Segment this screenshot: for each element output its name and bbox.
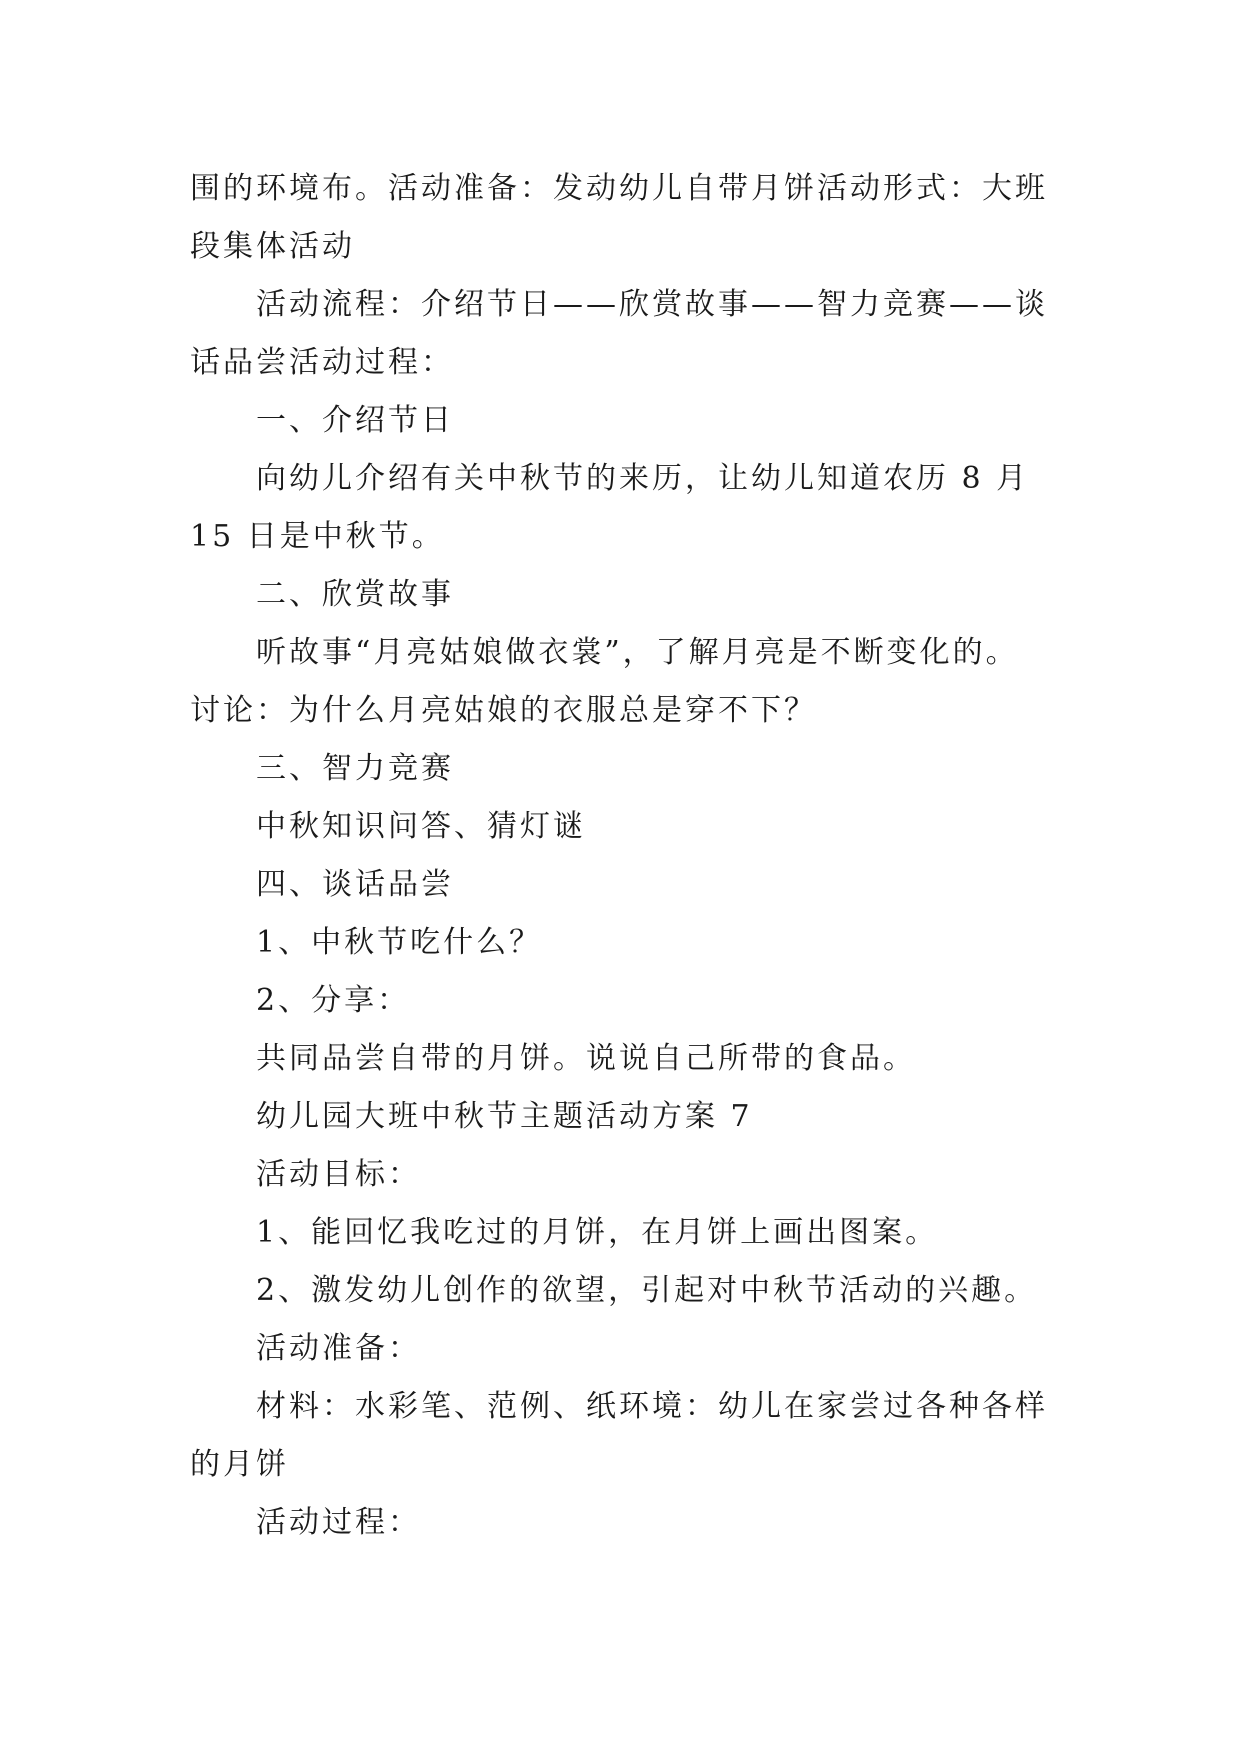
list-item-goal-2: 2、激发幼儿创作的欲望，引起对中秋节活动的兴趣。: [256, 1273, 1038, 1308]
paragraph-continuation: 围的环境布。活动准备：发动幼儿自带月饼活动形式：大班段集体活动: [190, 171, 1048, 264]
paragraph-materials: 材料：水彩笔、范例、纸环境：幼儿在家尝过各种各样的月饼: [190, 1389, 1048, 1482]
section-heading-talk-taste: 四、谈话品尝: [256, 867, 454, 902]
list-item-what-to-eat: 1、中秋节吃什么？: [256, 925, 543, 960]
section-heading-quiz: 三、智力竞赛: [256, 751, 454, 786]
paragraph-taste-mooncakes: 共同品尝自带的月饼。说说自己所带的食品。: [256, 1041, 916, 1076]
list-item-share: 2、分享：: [256, 983, 411, 1018]
list-item-goal-1: 1、能回忆我吃过的月饼，在月饼上画出图案。: [256, 1215, 939, 1250]
paragraph-story: 听故事“月亮姑娘做衣裳”，了解月亮是不断变化的。讨论：为什么月亮姑娘的衣服总是穿不下？: [190, 635, 1019, 728]
paragraph-quiz: 中秋知识问答、猜灯谜: [256, 809, 586, 844]
section-heading-introduce-festival: 一、介绍节日: [256, 403, 454, 438]
section-heading-enjoy-story: 二、欣赏故事: [256, 577, 454, 612]
paragraph-festival-origin: 向幼儿介绍有关中秋节的来历，让幼儿知道农历 8 月 15 日是中秋节。: [190, 461, 1030, 554]
document-body: [190, 160, 1048, 1552]
section-heading-preparation: 活动准备：: [256, 1331, 421, 1366]
paragraph-activity-flow: 活动流程：介绍节日——欣赏故事——智力竞赛——谈话品尝活动过程：: [190, 287, 1048, 380]
section-heading-goals: 活动目标：: [256, 1157, 421, 1192]
plan-title: 幼儿园大班中秋节主题活动方案 7: [256, 1099, 753, 1134]
section-heading-process: 活动过程：: [256, 1505, 421, 1540]
